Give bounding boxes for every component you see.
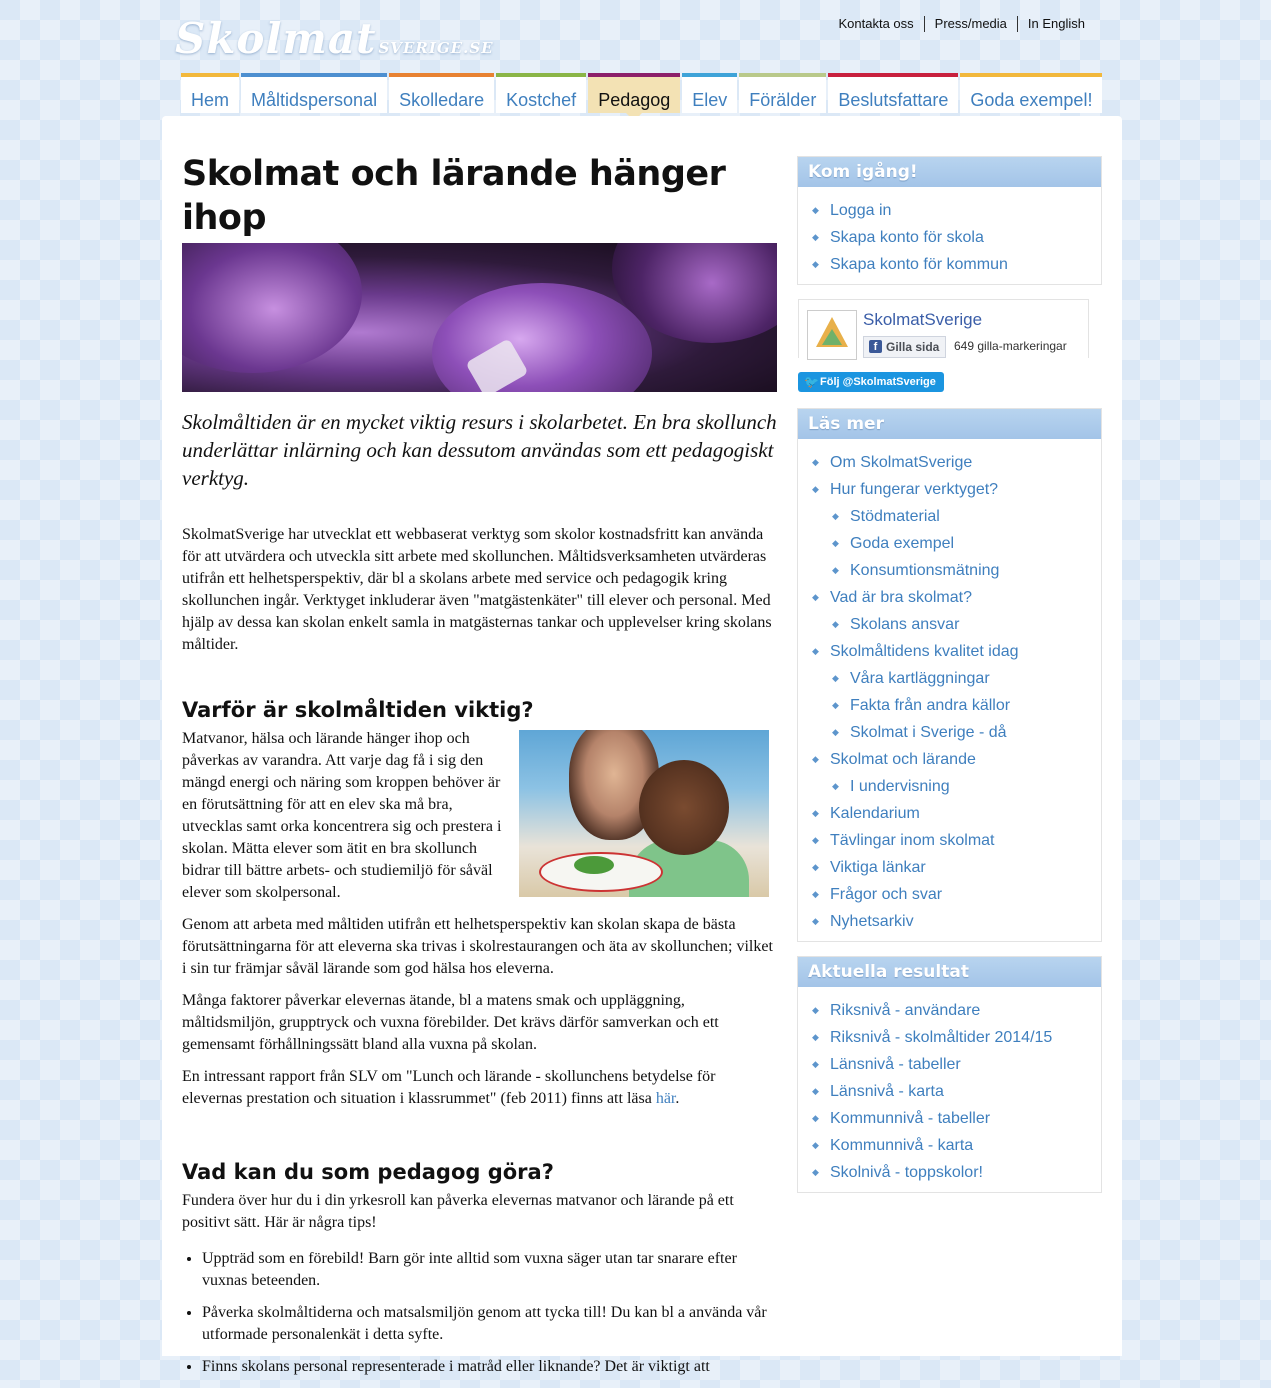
sidebar-link[interactable]: ◆ Tävlingar inom skolmat <box>812 827 1101 854</box>
facebook-page-name[interactable]: SkolmatSverige <box>863 310 983 329</box>
site-logo[interactable] <box>175 14 494 63</box>
facebook-widget <box>798 299 1089 358</box>
sidebar-link[interactable]: ◆ Kommunnivå - tabeller <box>812 1105 1101 1132</box>
paragraph-3: Många faktorer påverkar elevernas ätande, bl a matens smak och uppläggning, måltidsmiljön, grupptryck och vuxna förebilder. Det krävs därför samverkan och ett gemensamt förhållningssätt bland alla vuxna på skolan. <box>182 992 719 1053</box>
page-title: Skolmat och lärande hänger ihop <box>182 154 726 238</box>
box-title: Läs mer <box>798 409 1101 439</box>
twitter-follow-button[interactable]: 🐦 Följ @SkolmatSverige <box>798 372 944 392</box>
twitter-bird-icon: 🐦 <box>804 375 819 389</box>
box-title: Kom igång! <box>798 157 1101 187</box>
list-item: • Påverka skolmåltiderna och matsalsmiljön genom att tycka till! Du kan bl a använda vår utformade personalenkät i detta syfte. <box>202 1302 777 1346</box>
hero-image-red-cabbage <box>182 243 777 392</box>
photo-boy-eating <box>519 730 769 897</box>
facebook-icon: f <box>869 340 882 353</box>
box-kom-igang <box>797 156 1102 285</box>
article <box>182 152 777 1388</box>
sidebar-link[interactable]: ◆ Länsnivå - tabeller <box>812 1051 1101 1078</box>
sidebar-link[interactable]: ◆ Frågor och svar <box>812 881 1101 908</box>
list-item: • Uppträd som en förebild! Barn gör inte alltid som vuxna säger utan tar snarare efter vuxnas beteenden. <box>202 1248 777 1292</box>
sidebar-link[interactable]: ◆ Konsumtionsmätning <box>832 557 1101 584</box>
heading-what-can-you-do: Vad kan du som pedagog göra? <box>182 1160 554 1184</box>
toplink-press[interactable]: Press/media <box>924 16 1017 32</box>
nav-tab-5[interactable]: Elev <box>682 73 737 113</box>
toplink-english[interactable]: In English <box>1017 16 1095 32</box>
sidebar-link[interactable]: ◆ Kommunnivå - karta <box>812 1132 1101 1159</box>
facebook-like-count: 649 gilla-markeringar <box>954 339 1067 353</box>
sidebar-link[interactable]: ◆ I undervisning <box>832 773 1101 800</box>
sidebar-link[interactable]: ◆ Fakta från andra källor <box>832 692 1101 719</box>
nav-tab-2[interactable]: Skolledare <box>389 73 494 113</box>
paragraph-2: Genom att arbeta med måltiden utifrån ett helhetsperspektiv kan skolan skapa de bästa förutsättningarna för att eleverna ska trivas i skolrestaurangen och äta av skollunchen; vilket i sin tur främjar såväl lärande som god hälsa hos eleverna. <box>182 916 773 977</box>
paragraph-1: Matvanor, hälsa och lärande hänger ihop och påverkas av varandra. Att varje dag få i sig den mängd energi och näring som kroppen behöver är en förutsättning för att en elev ska må bra, utvecklas samt orka koncentrera sig och prestera i skolan. Mätta elever som ätit en bra skollunch bidrar till bättre arbets- och studiemiljö för såväl elever som skolpersonal. <box>182 728 777 904</box>
lead-text: Skolmåltiden är en mycket viktig resurs i skolarbetet. En bra skollunch underlättar inlärning och kan dessutom användas som ett pedagogiskt verktyg. <box>182 410 777 490</box>
nav-tab-0[interactable]: Hem <box>181 73 239 113</box>
facebook-like-button[interactable]: f Gilla sida <box>863 336 946 358</box>
nav-tab-6[interactable]: Förälder <box>739 73 826 113</box>
sidebar-link[interactable]: ◆ Länsnivå - karta <box>812 1078 1101 1105</box>
sidebar-link[interactable]: ◆ Kalendarium <box>812 800 1101 827</box>
box-las-mer <box>797 408 1102 942</box>
heading-why-important: Varför är skolmåltiden viktig? <box>182 698 534 722</box>
sidebar-link[interactable]: ◆ Nyhetsarkiv <box>812 908 1101 935</box>
logo-main: Skolmat <box>175 14 377 63</box>
sidebar-link[interactable]: ◆ Viktiga länkar <box>812 854 1101 881</box>
sidebar-link[interactable]: ◆ Stödmaterial <box>832 503 1101 530</box>
main-panel <box>162 116 1122 1375</box>
paragraph-5: Fundera över hur du i din yrkesroll kan påverka elevernas matvanor och lärande på ett positivt sätt. Här är några tips! <box>182 1192 734 1231</box>
sidebar-link[interactable]: ◆ Skolmåltidens kvalitet idag <box>812 638 1101 665</box>
sidebar-link[interactable]: ◆ Skolnivå - toppskolor! <box>812 1159 1101 1186</box>
nav-tab-1[interactable]: Måltidspersonal <box>241 73 387 113</box>
nav-tab-7[interactable]: Beslutsfattare <box>828 73 958 113</box>
nav-tab-4[interactable]: Pedagog <box>588 73 680 113</box>
logo-sub: SVERIGE.SE <box>378 39 494 57</box>
box-aktuella-resultat <box>797 956 1102 1193</box>
report-link[interactable]: här <box>655 1090 676 1107</box>
site-header <box>0 0 1271 116</box>
nav-tab-8[interactable]: Goda exempel! <box>960 73 1102 113</box>
toplink-contact[interactable]: Kontakta oss <box>838 16 914 31</box>
sidebar-link[interactable]: ◆ Skapa konto för kommun <box>812 251 1101 278</box>
sidebar-link[interactable]: ◆ Logga in <box>812 197 1101 224</box>
sidebar-link[interactable]: ◆ Om SkolmatSverige <box>812 449 1101 476</box>
sidebar-link[interactable]: ◆ Skolmat i Sverige - då <box>832 719 1101 746</box>
sidebar-link[interactable]: ◆ Riksnivå - skolmåltider 2014/15 <box>812 1024 1101 1051</box>
sidebar-link[interactable]: ◆ Skapa konto för skola <box>812 224 1101 251</box>
main-nav <box>181 73 1104 113</box>
list-item: • Finns skolans personal representerade i matråd eller liknande? Det är viktigt att <box>202 1356 777 1378</box>
facebook-page-logo[interactable] <box>807 310 857 360</box>
sidebar-link[interactable]: ◆ Våra kartläggningar <box>832 665 1101 692</box>
sidebar-link[interactable]: ◆ Vad är bra skolmat? <box>812 584 1101 611</box>
nav-tab-3[interactable]: Kostchef <box>496 73 586 113</box>
sidebar-link[interactable]: ◆ Skolmat och lärande <box>812 746 1101 773</box>
sidebar-link[interactable]: ◆ Hur fungerar verktyget? <box>812 476 1101 503</box>
sidebar-link[interactable]: ◆ Goda exempel <box>832 530 1101 557</box>
paragraph-4: En intressant rapport från SLV om "Lunch och lärande - skollunchens betydelse för elevernas prestation och situation i klassrummet" (feb 2011) finns att läsa här. <box>182 1068 716 1107</box>
top-links <box>829 16 1096 32</box>
sidebar-link[interactable]: ◆ Skolans ansvar <box>832 611 1101 638</box>
sidebar-link[interactable]: ◆ Riksnivå - användare <box>812 997 1101 1024</box>
box-title: Aktuella resultat <box>798 957 1101 987</box>
sidebar <box>797 156 1102 1207</box>
tips-list <box>182 1248 777 1378</box>
intro-paragraph: SkolmatSverige har utvecklat ett webbaserat verktyg som skolor kostnadsfritt kan använda för att utvärdera och utveckla sitt arbete med skollunchen. Måltidsverksamheten utvärderas utifrån ett helhetsperspektiv, där bl a skolans arbete med service och pedagogik kring skollunchen ingår. Verktyget inkluderar även "matgästenkäter" till elever och personal. Med hjälp av dessa kan skolan enkelt samla in matgästernas tankar och upplevelser kring skolans måltider. <box>182 526 772 653</box>
